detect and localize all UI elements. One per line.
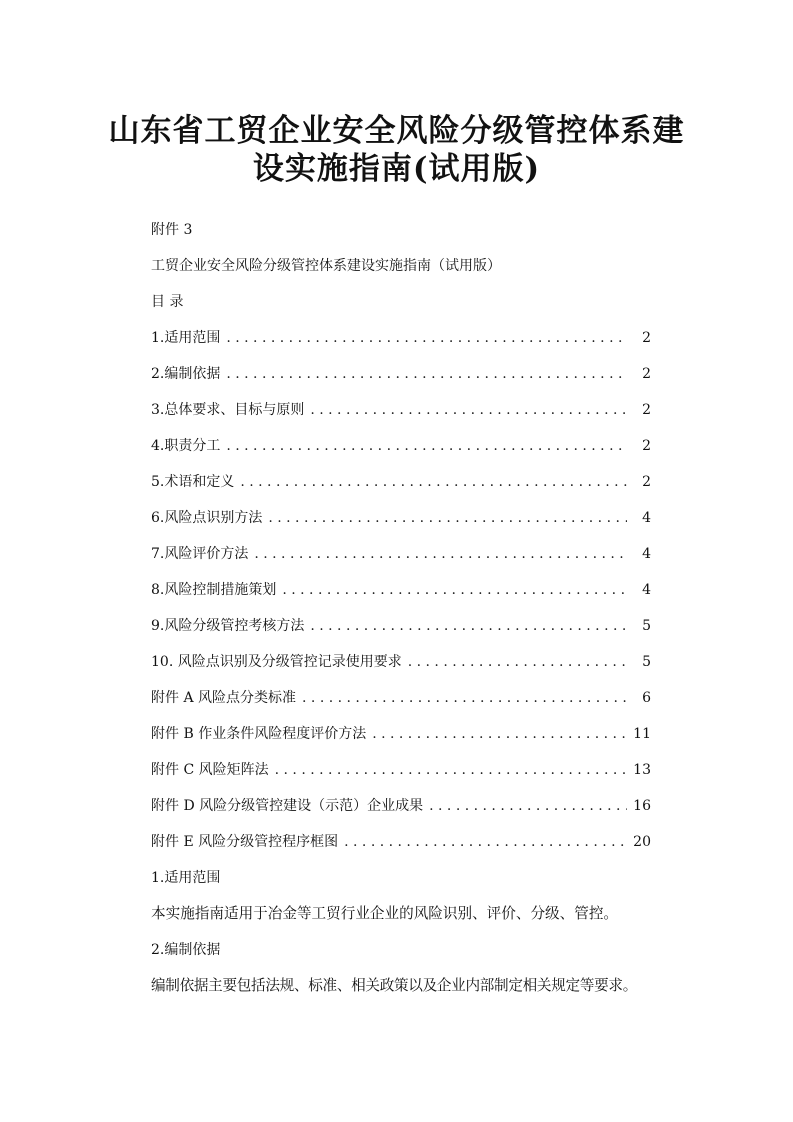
toc-entry[interactable]: [151, 653, 651, 671]
section-heading: 1.适用范围: [151, 870, 221, 886]
toc-page-number: 2: [642, 330, 651, 346]
document-title-line2: 设实施指南(试用版): [252, 151, 541, 187]
toc-dot-leader: [275, 761, 627, 779]
toc-entry[interactable]: [151, 797, 651, 815]
section-body: 本实施指南适用于冶金等工贸行业企业的风险识别、评价、分级、管控。: [151, 905, 619, 922]
toc-page-number: 4: [642, 510, 651, 526]
toc-page-number: 16: [633, 798, 651, 814]
toc-dot-leader: [226, 365, 627, 383]
toc-entry[interactable]: [151, 437, 651, 455]
toc-entry-label: 附件 B 作业条件风险程度评价方法: [151, 726, 367, 742]
toc-entry-label: 附件 C 风险矩阵法: [151, 762, 269, 778]
toc-page-number: 4: [642, 546, 651, 562]
section-heading: 2.编制依据: [151, 942, 221, 958]
toc-page-number: 2: [642, 474, 651, 490]
toc-dot-leader: [254, 545, 627, 563]
toc-entry[interactable]: [151, 761, 651, 779]
toc-heading: 目 录: [151, 294, 184, 310]
toc-page-number: 2: [642, 366, 651, 382]
toc-entry-label: 3.总体要求、目标与原则: [151, 402, 305, 418]
toc-entry[interactable]: [151, 689, 651, 707]
toc-dot-leader: [344, 833, 627, 851]
toc-entry[interactable]: [151, 617, 651, 635]
toc-page-number: 11: [633, 726, 651, 742]
toc-entry[interactable]: [151, 581, 651, 599]
toc-dot-leader: [282, 581, 627, 599]
toc-entry-label: 5.术语和定义: [151, 474, 235, 490]
toc-dot-leader: [372, 725, 627, 743]
toc-entry-label: 9.风险分级管控考核方法: [151, 618, 305, 634]
toc-page-number: 2: [642, 402, 651, 418]
toc-page-number: 13: [633, 762, 651, 778]
toc-dot-leader: [429, 797, 627, 815]
toc-entry[interactable]: [151, 545, 651, 563]
toc-dot-leader: [268, 509, 627, 527]
toc-page-number: 6: [642, 690, 651, 706]
toc-dot-leader: [310, 401, 627, 419]
toc-entry-label: 附件 A 风险点分类标准: [151, 690, 297, 706]
toc-entry[interactable]: [151, 473, 651, 491]
toc-page-number: 2: [642, 438, 651, 454]
toc-entry-label: 1.适用范围: [151, 330, 221, 346]
toc-dot-leader: [408, 653, 627, 671]
toc-entry-label: 2.编制依据: [151, 366, 221, 382]
toc-entry-label: 附件 E 风险分级管控程序框图: [151, 834, 339, 850]
subtitle: 工贸企业安全风险分级管控体系建设实施指南（试用版）: [151, 258, 501, 274]
toc-entry[interactable]: [151, 509, 651, 527]
toc-entry-label: 10. 风险点识别及分级管控记录使用要求: [151, 654, 402, 670]
toc-entry-label: 6.风险点识别方法: [151, 510, 263, 526]
toc-entry[interactable]: [151, 365, 651, 383]
toc-dot-leader: [240, 473, 627, 491]
section-body: 编制依据主要包括法规、标准、相关政策以及企业内部制定相关规定等要求。: [151, 977, 637, 994]
toc-entry[interactable]: [151, 833, 651, 851]
toc-entry[interactable]: [151, 329, 651, 347]
toc-page-number: 5: [642, 618, 651, 634]
toc-entry-label: 4.职责分工: [151, 438, 221, 454]
document-title-line1: 山东省工贸企业安全风险分级管控体系建: [108, 113, 685, 149]
toc-entry-label: 7.风险评价方法: [151, 546, 249, 562]
toc-dot-leader: [302, 689, 627, 707]
toc-dot-leader: [226, 437, 627, 455]
attachment-label: 附件 3: [151, 222, 193, 238]
toc-entry-label: 8.风险控制措施策划: [151, 582, 277, 598]
toc-entry[interactable]: [151, 725, 651, 743]
toc-dot-leader: [310, 617, 627, 635]
toc-page-number: 5: [642, 654, 651, 670]
toc-dot-leader: [226, 329, 627, 347]
toc-page-number: 4: [642, 582, 651, 598]
toc-entry-label: 附件 D 风险分级管控建设（示范）企业成果: [151, 798, 424, 814]
toc-entry[interactable]: [151, 401, 651, 419]
toc-page-number: 20: [633, 834, 651, 850]
